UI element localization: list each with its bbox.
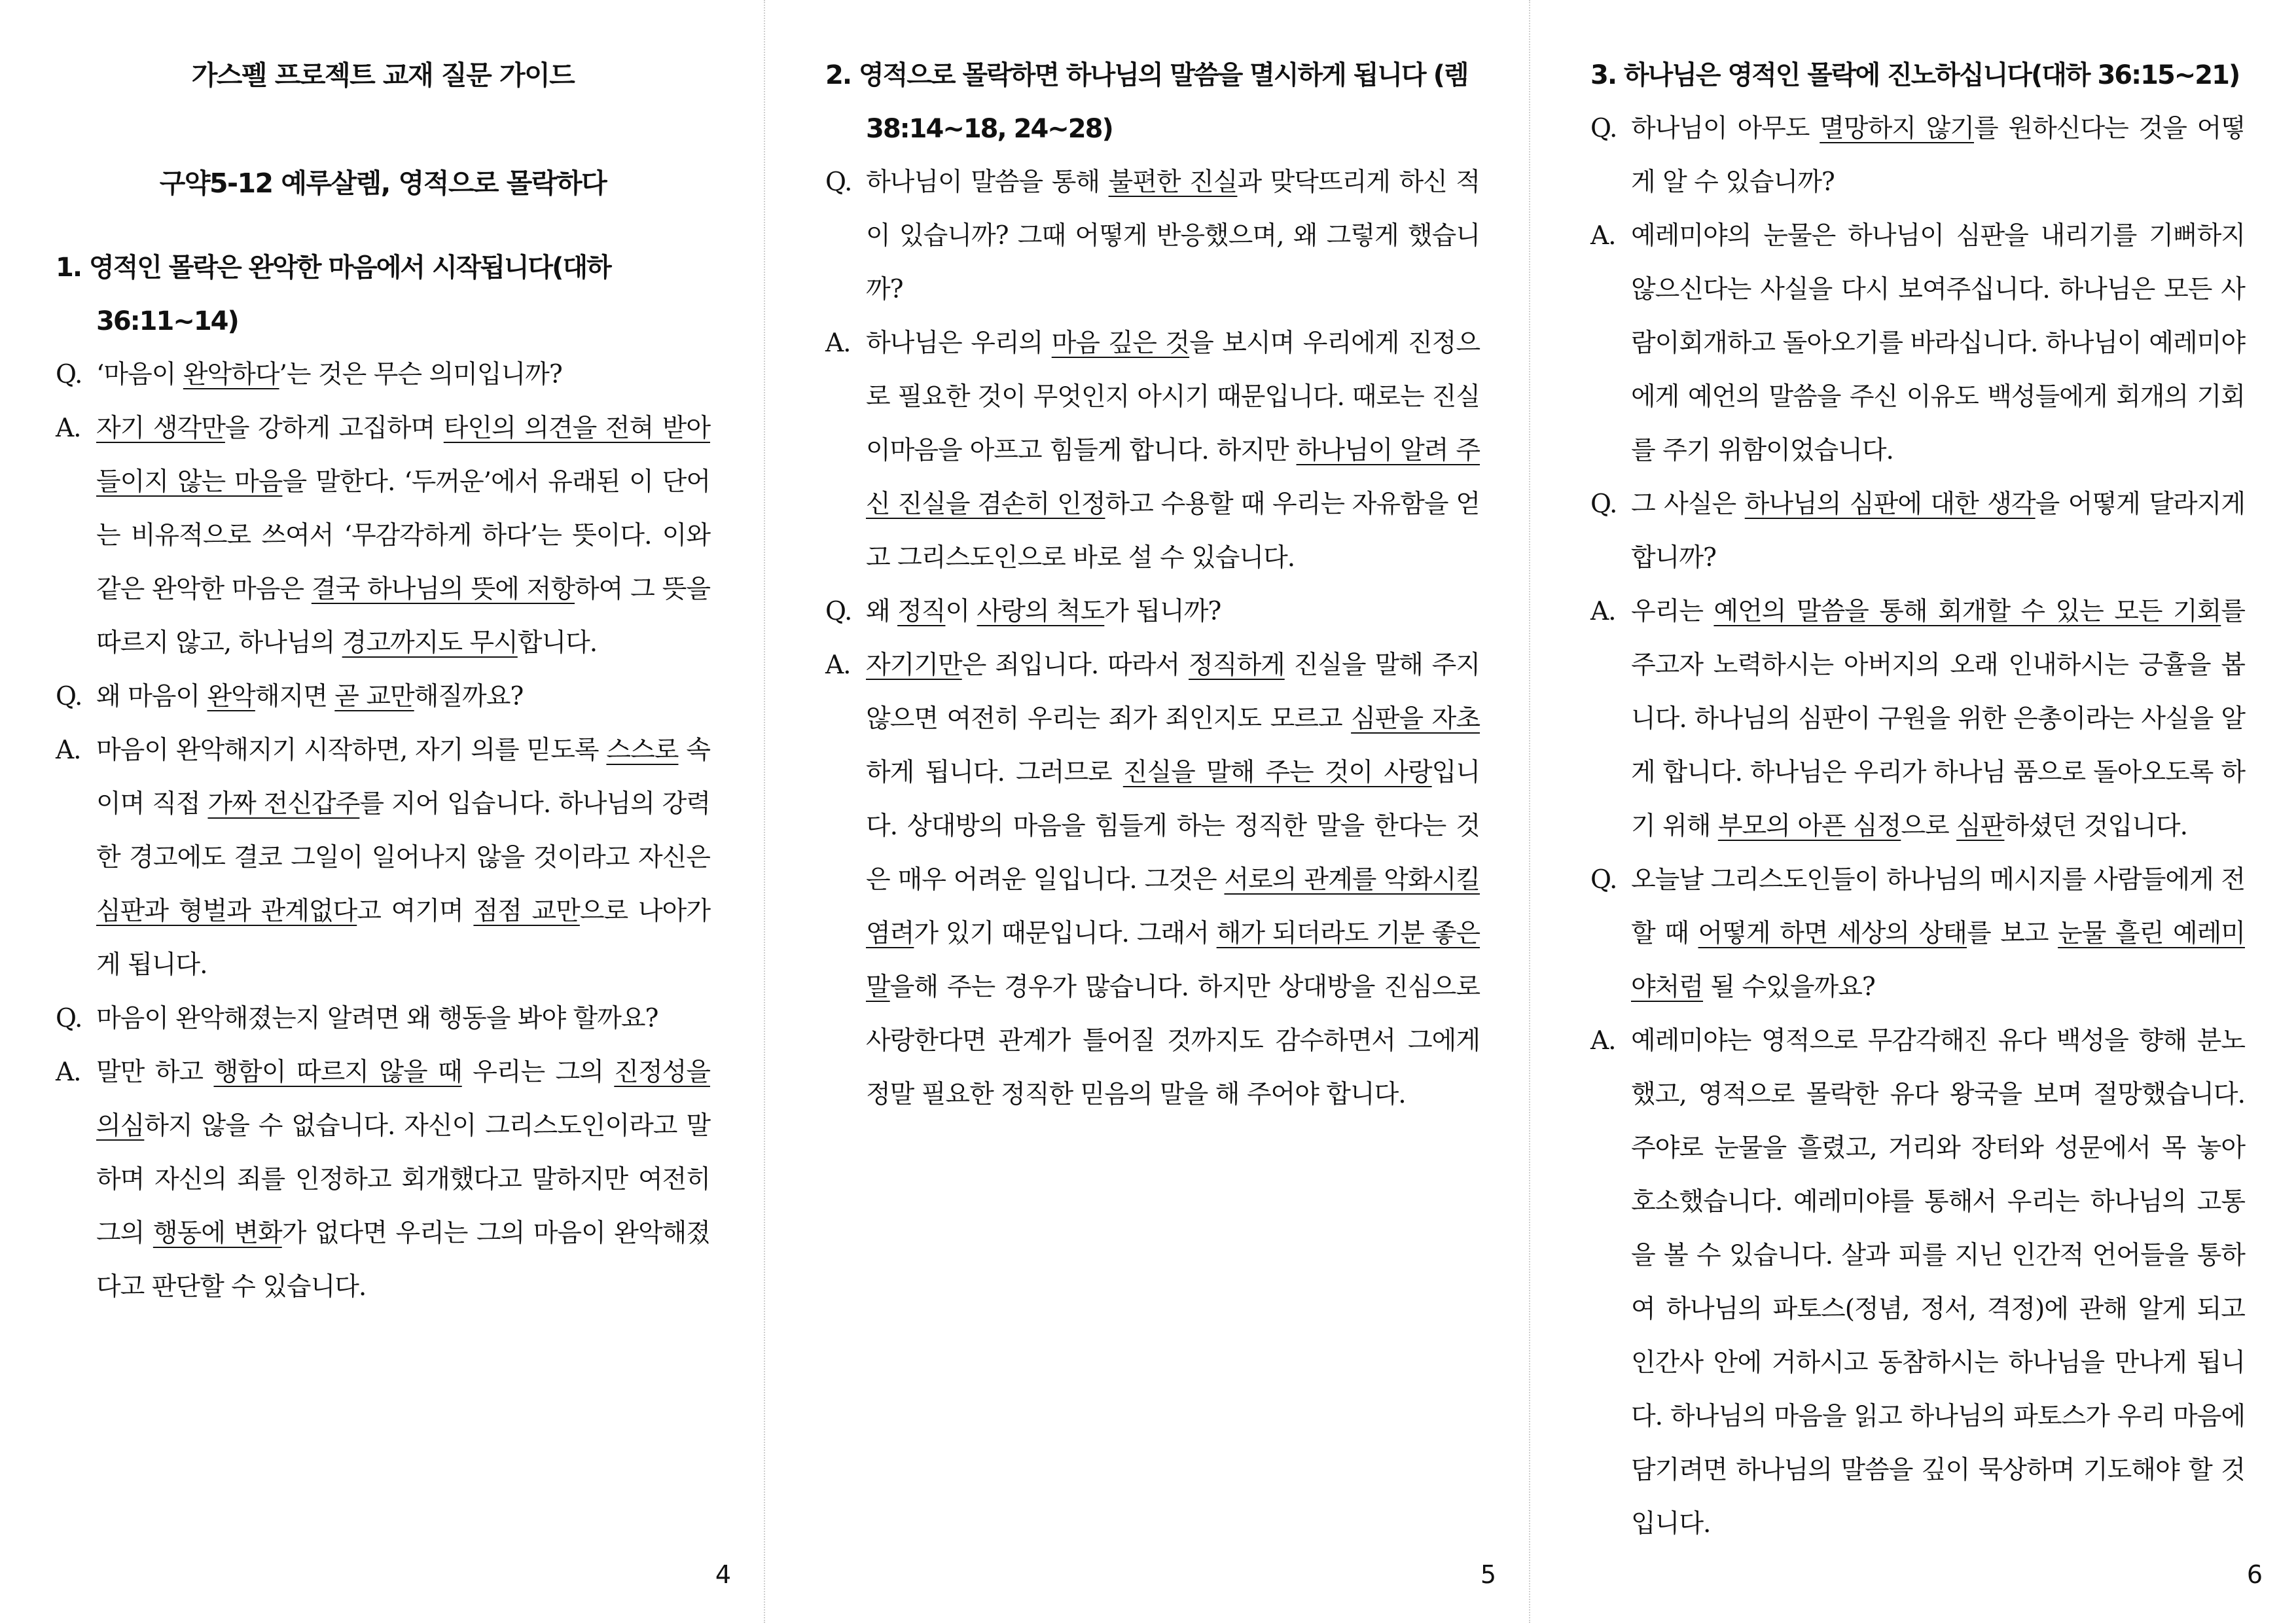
text-run: 될 수있을까요? — [1703, 972, 1875, 1002]
question-marker: Q. — [1590, 490, 1617, 519]
text-run: 왜 마음이 — [96, 682, 207, 711]
underlined-phrase: 스스로 — [606, 736, 679, 765]
underlined-phrase: 멸망하지 않기 — [1820, 114, 1975, 143]
text-run: 그 사실은 — [1631, 490, 1745, 519]
document-title: 가스펠 프로젝트 교재 질문 가이드 — [191, 60, 575, 91]
text-run: 고 여기며 — [357, 897, 474, 926]
question-marker: Q. — [1590, 865, 1617, 895]
text-run: 하나님이 말씀을 통해 — [866, 168, 1109, 197]
underlined-phrase: 예언의 말씀을 통해 회개할 수 있는 모든 기회 — [1713, 597, 2221, 626]
text-run: 를 원하신다는 것을 어떻게 알 수 있습니까? — [1631, 114, 2245, 197]
text-run: 예레미야의 눈물은 하나님이 심판을 내리기를 기뻐하지 않으신다는 사실을 다시 보여주십니다. 하나님은 모든 사람이회개하고 돌아오기를 바라십니다. 하나님이 예레미야에게 예언의 말씀을 주신 이유도 백성들에게 회개의 기회를 주기 위함이었습니다. — [1631, 221, 2245, 465]
qa-list — [825, 156, 1480, 1122]
text-run: 우리는 — [1631, 597, 1714, 626]
text-run: 은 죄입니다. 따라서 — [961, 651, 1189, 680]
question — [1590, 853, 2245, 1014]
answer — [825, 639, 1480, 1122]
text-run: 이 — [945, 597, 977, 626]
section-heading-3: 3. 하나님은 영적인 몰락에 진노하십니다(대하 36:15~21) — [1590, 60, 2240, 90]
text-run: 오늘날 그리스도인들이 하나님의 메시지를 사람들에게 전할 때 — [1631, 865, 2245, 948]
text-run: 합니다. — [517, 628, 598, 658]
question-text — [866, 585, 1480, 639]
question-text — [866, 156, 1480, 317]
question-text — [1631, 478, 2245, 585]
text-run: 우리는 그의 — [461, 1058, 615, 1087]
page-content — [56, 0, 710, 1314]
page-number: 5 — [1480, 1560, 1496, 1589]
question-text — [1631, 102, 2245, 209]
underlined-phrase: 마음 깊은 것 — [1051, 329, 1190, 358]
underlined-phrase: 부모의 아픈 심정 — [1717, 812, 1901, 841]
text-run: 하나님은 우리의 — [866, 329, 1052, 358]
page-content — [825, 0, 1480, 1122]
text-run: ’는 것은 무슨 의미입니까? — [279, 360, 562, 389]
text-run: 과 맞닥뜨리게 하신 적이 있습니까? 그때 어떻게 반응했으며, 왜 그렇게 했습니까? — [866, 168, 1480, 304]
underlined-phrase: 하나님이 알려 주신 진실을 겸손히 인정 — [866, 436, 1480, 519]
answer — [1590, 1014, 2245, 1551]
text-run: 말만 하고 — [96, 1058, 214, 1087]
text-run: 으로 나아가게 됩니다. — [96, 897, 710, 980]
answer-text — [96, 402, 710, 670]
answer-text — [1631, 209, 2245, 478]
text-run: 해질까요? — [414, 682, 524, 711]
section-heading-2: 2. 영적으로 몰락하면 하나님의 말씀을 멸시하게 됩니다 (렘 38:14~18, 24~28) — [825, 60, 1468, 144]
underlined-phrase: 심판 — [1956, 812, 2005, 841]
underlined-phrase: 불편한 진실 — [1108, 168, 1238, 197]
question-text — [1631, 853, 2245, 1014]
question-marker: Q. — [56, 360, 82, 389]
text-run: 을 보시며 우리에게 진정으로 필요한 것이 무엇인지 아시기 때문입니다. 때로는 진실이마음을 아프고 힘들게 합니다. 하지만 — [866, 329, 1480, 465]
lesson-title: 구약5-12 예루살렘, 영적으로 몰락하다 — [159, 168, 607, 199]
text-run: ‘마음이 — [96, 360, 183, 389]
answer — [1590, 585, 2245, 853]
answer — [56, 724, 710, 992]
question — [1590, 102, 2245, 209]
section-heading-1: 1. 영적인 몰락은 완악한 마음에서 시작됩니다(대하 36:11~14) — [56, 253, 611, 336]
answer-marker: A. — [825, 651, 851, 680]
answer-text — [1631, 1014, 2245, 1551]
text-run: 를 보고 — [1966, 919, 2058, 948]
text-run: 을 어떻게 달라지게 합니까? — [1631, 490, 2246, 573]
underlined-phrase: 결국 하나님의 뜻에 저항 — [311, 575, 575, 604]
text-run: 을해 주는 경우가 많습니다. 하지만 상대방을 진심으로 사랑한다면 관계가 틀어질 것까지도 감수하면서 그에게 정말 필요한 정직한 믿음의 말을 해 주어야 합니다. — [866, 972, 1480, 1109]
question — [56, 348, 710, 402]
underlined-phrase: 심판을 자초 — [1351, 704, 1480, 734]
question — [56, 670, 710, 724]
underlined-phrase: 타인의 의견을 전혀 받아들이지 않는 마음 — [96, 414, 710, 497]
page-5 — [765, 0, 1530, 1623]
question — [825, 156, 1480, 317]
answer-marker: A. — [56, 1058, 81, 1087]
underlined-phrase: 자기 생각만 — [96, 414, 225, 443]
text-run: 하지 않을 수 없습니다. 자신이 그리스도인이라고 말하며 자신의 죄를 인정하고 회개했다고 말하지만 여전히 그의 — [96, 1111, 710, 1248]
qa-list — [1590, 102, 2245, 1551]
text-run: 하셨던 것입니다. — [2004, 812, 2187, 841]
text-run: 으로 — [1901, 812, 1957, 841]
text-run: 해지면 — [255, 682, 335, 711]
page-number: 4 — [715, 1560, 731, 1589]
page-number: 6 — [2246, 1560, 2263, 1589]
text-run: 진실을 말해 주지 않으면 여전히 우리는 죄가 죄인지도 모르고 — [866, 651, 1480, 734]
question-text — [96, 992, 710, 1046]
text-run: 왜 — [866, 597, 898, 626]
text-run: 마음이 완악해졌는지 알려면 왜 행동을 봐야 할까요? — [96, 1004, 658, 1033]
underlined-phrase: 완악 — [207, 682, 255, 711]
answer-marker: A. — [1590, 1026, 1616, 1056]
text-run: 마음이 완악해지기 시작하면, 자기 의를 믿도록 — [96, 736, 607, 765]
answer — [825, 317, 1480, 585]
question — [1590, 478, 2245, 585]
question-marker: Q. — [825, 597, 852, 626]
answer-text — [96, 1046, 710, 1314]
underlined-phrase: 행동에 변화 — [152, 1219, 282, 1248]
text-run: 을 강하게 고집하며 — [224, 414, 444, 443]
underlined-phrase: 서로의 관계를 악화시킬 염려 — [866, 865, 1480, 948]
answer — [1590, 209, 2245, 478]
underlined-phrase: 사랑의 척도 — [977, 597, 1105, 626]
text-run: 속이며 직접 — [96, 736, 710, 819]
text-run: 하게 됩니다. 그러므로 — [866, 758, 1123, 787]
question-marker: Q. — [825, 168, 852, 197]
underlined-phrase: 심판과 형벌과 관계없다 — [96, 897, 357, 926]
qa-list — [56, 348, 710, 1314]
underlined-phrase: 해가 되더라도 기분 좋은 말 — [866, 919, 1480, 1002]
underlined-phrase: 점점 교만 — [473, 897, 580, 926]
underlined-phrase: 정직 — [897, 597, 946, 626]
question-marker: Q. — [1590, 114, 1617, 143]
underlined-phrase: 정직하게 — [1189, 651, 1285, 680]
text-run: 를 지어 입습니다. 하나님의 강력한 경고에도 결코 그일이 일어나지 않을 것이라고 자신은 — [96, 789, 710, 872]
underlined-phrase: 완악하다 — [183, 360, 279, 389]
text-run: 가 있기 때문입니다. 그래서 — [914, 919, 1217, 948]
question-text — [96, 670, 710, 724]
text-run: 를 주고자 노력하시는 아버지의 오래 인내하시는 긍휼을 봅니다. 하나님의 심판이 구원을 위한 은총이라는 사실을 알게 합니다. 하나님은 우리가 하나님 품으로 돌아오도록 하기 위해 — [1631, 597, 2245, 841]
answer-marker: A. — [56, 736, 81, 765]
underlined-phrase: 곧 교만 — [334, 682, 414, 711]
answer-marker: A. — [825, 329, 851, 358]
text-run: 입니다. 상대방의 마음을 힘들게 하는 정직한 말을 한다는 것은 매우 어려운 일입니다. 그것은 — [866, 758, 1480, 895]
underlined-phrase: 하나님의 심판에 대한 생각 — [1744, 490, 2036, 519]
question-marker: Q. — [56, 682, 82, 711]
underlined-phrase: 행함이 따르지 않을 때 — [213, 1058, 462, 1087]
text-run: 가 없다면 우리는 그의 마음이 완악해졌다고 판단할 수 있습니다. — [96, 1219, 710, 1302]
underlined-phrase: 진실을 말해 주는 것이 사랑 — [1122, 758, 1432, 787]
answer-text — [866, 317, 1480, 585]
question-marker: Q. — [56, 1004, 82, 1033]
text-run: 하고 수용할 때 우리는 자유함을 얻고 그리스도인으로 바로 설 수 있습니다. — [866, 490, 1480, 573]
text-run: 예레미야는 영적으로 무감각해진 유다 백성을 향해 분노했고, 영적으로 몰락한 유다 왕국을 보며 절망했습니다. 주야로 눈물을 흘렸고, 거리와 장터와 성문에서 목 놓아 호소했습니다. 예레미야를 통해서 우리는 하나님의 고통을 볼 수 있습니다. 살과 피를 지닌 인간적 언어들을 통하여 하나님의 파토스(정념, 정서, 격정)에 관해 알게 되고 인간사 안에 거하시고 동참하시는 하나님을 만나게 됩니다. 하나님의 마음을 읽고 하나님의 파토스가 우리 마음에 담기려면 하나님의 말씀을 깊이 묵상하며 기도해야 할 것입니다. — [1631, 1026, 2245, 1539]
underlined-phrase: 어떻게 하면 세상의 상태 — [1698, 919, 1967, 948]
answer-text — [866, 639, 1480, 1122]
question — [56, 992, 710, 1046]
answer-marker: A. — [56, 414, 81, 443]
page-content — [1590, 0, 2245, 1551]
question-text — [96, 348, 710, 402]
page-4 — [0, 0, 765, 1623]
text-run: 하나님이 아무도 — [1631, 114, 1820, 143]
answer-marker: A. — [1590, 597, 1616, 626]
answer — [56, 402, 710, 670]
answer-marker: A. — [1590, 221, 1616, 251]
underlined-phrase: 눈물 흘린 예레미야처럼 — [1631, 919, 2245, 1002]
text-run: 하여 그 뜻을 따르지 않고, 하나님의 — [96, 575, 710, 658]
underlined-phrase: 가짜 전신갑주 — [207, 789, 360, 819]
answer-text — [96, 724, 710, 992]
text-run: 가 됩니까? — [1104, 597, 1221, 626]
underlined-phrase: 자기기만 — [866, 651, 962, 680]
question — [825, 585, 1480, 639]
answer-text — [1631, 585, 2245, 853]
underlined-phrase: 진정성을 의심 — [96, 1058, 710, 1141]
underlined-phrase: 경고까지도 무시 — [342, 628, 518, 658]
text-run: 을 말한다. ‘두꺼운’에서 유래된 이 단어는 비유적으로 쓰여서 ‘무감각하게 하다’는 뜻이다. 이와 같은 완악한 마음은 — [96, 467, 711, 604]
answer — [56, 1046, 710, 1314]
page-6 — [1530, 0, 2295, 1623]
